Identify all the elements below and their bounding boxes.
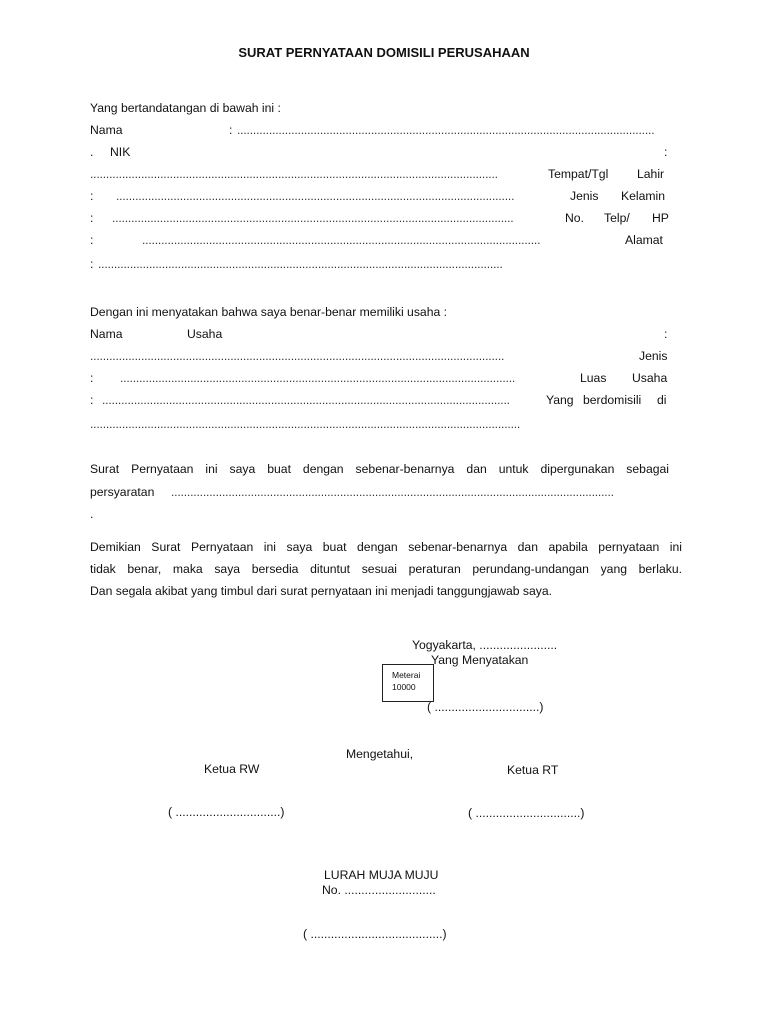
ketua-rt-label: Ketua RT [507, 763, 559, 777]
para1-line1: Surat Pernyataan ini saya buat dengan sebenar-benarnya dan untuk dipergunakan sebagai [90, 462, 669, 476]
section1-intro: Yang bertandatangan di bawah ini : [90, 101, 281, 115]
ttl-dots: ............................................................................................................................. [116, 189, 515, 203]
luas-label: Luas [580, 371, 607, 385]
para2-line3: Dan segala akibat yang timbul dari surat pernyataan ini menjadi tanggungjawab saya. [90, 584, 553, 598]
luas-usaha-label: Usaha [632, 371, 668, 385]
kelamin-dots: .............................................................................................................................. [112, 211, 514, 225]
luas-colon: : [90, 393, 94, 407]
para2-line2: tidak benar, maka saya bersedia dituntut sesuai peraturan perundang-undangan yang berlaku. [90, 562, 682, 576]
nik-colon: : [664, 145, 668, 159]
usaha-label: Usaha [187, 327, 223, 341]
telp-colon: : [90, 233, 94, 247]
persyaratan-dots: ........................................................................................................................................... [171, 485, 614, 499]
domisili-dots: ....................................................................................................................................... [90, 417, 521, 431]
jenis-colon: : [90, 371, 94, 385]
meterai-stamp-box [382, 664, 434, 702]
alamat-colon: : [90, 257, 94, 271]
para1-end-dot: . [90, 507, 94, 521]
mengetahui-label: Mengetahui, [346, 747, 414, 761]
lurah-number: No. ........................... [322, 883, 436, 897]
lurah-sign-line: ( .......................................) [303, 927, 447, 941]
nik-dot: . [90, 145, 94, 159]
usaha-colon: : [664, 327, 668, 341]
rw-sign-line: ( ...............................) [168, 805, 285, 819]
nama-colon: : [229, 123, 233, 137]
nik-label: NIK [110, 145, 131, 159]
berdomisili-label: berdomisili [583, 393, 642, 407]
kelamin-colon: : [90, 211, 94, 225]
place-date: Yogyakarta, ....................... [412, 638, 558, 652]
alamat-label: Alamat [625, 233, 663, 247]
nik-dots: ................................................................................................................................ [90, 167, 498, 181]
alamat-dots: ............................................................................................................................... [98, 257, 503, 271]
jenis-label: Jenis [570, 189, 599, 203]
usaha-dots: .................................................................................................................................. [90, 349, 505, 363]
section2-intro: Dengan ini menyatakan bahwa saya benar-benar memiliki usaha : [90, 305, 448, 319]
nama-label: Nama [90, 123, 123, 137]
jenis-usaha-label: Jenis [639, 349, 668, 363]
no-label: No. [565, 211, 584, 225]
kelamin-label: Kelamin [621, 189, 666, 203]
persyaratan-label: persyaratan [90, 485, 155, 499]
yang-label: Yang [546, 393, 574, 407]
luas-dots: ................................................................................................................................ [102, 393, 510, 407]
meterai-value: 10000 [392, 682, 416, 692]
yang-menyatakan: Yang Menyatakan [431, 653, 529, 667]
nama-usaha-label: Nama [90, 327, 123, 341]
rt-sign-line: ( ...............................) [468, 806, 585, 820]
signer-line: ( ...............................) [427, 700, 544, 714]
jenis-dots: ............................................................................................................................ [120, 371, 516, 385]
tempat-label: Tempat/Tgl [548, 167, 609, 181]
telp-dots: ............................................................................................................................. [142, 233, 541, 247]
meterai-label: Meterai [392, 670, 421, 680]
document-title: SURAT PERNYATAAN DOMISILI PERUSAHAAN [238, 45, 530, 60]
ketua-rw-label: Ketua RW [204, 762, 260, 776]
lahir-label: Lahir [637, 167, 665, 181]
lurah-title: LURAH MUJA MUJU [324, 868, 439, 882]
ttl-colon: : [90, 189, 94, 203]
para2-line1: Demikian Surat Pernyataan ini saya buat dengan sebenar-benarnya dan apabila pernyataan ini [90, 540, 682, 554]
nama-dots: ................................................................................................................................... [237, 123, 655, 137]
hp-label: HP [652, 211, 669, 225]
di-label: di [657, 393, 667, 407]
telp-label: Telp/ [604, 211, 630, 225]
